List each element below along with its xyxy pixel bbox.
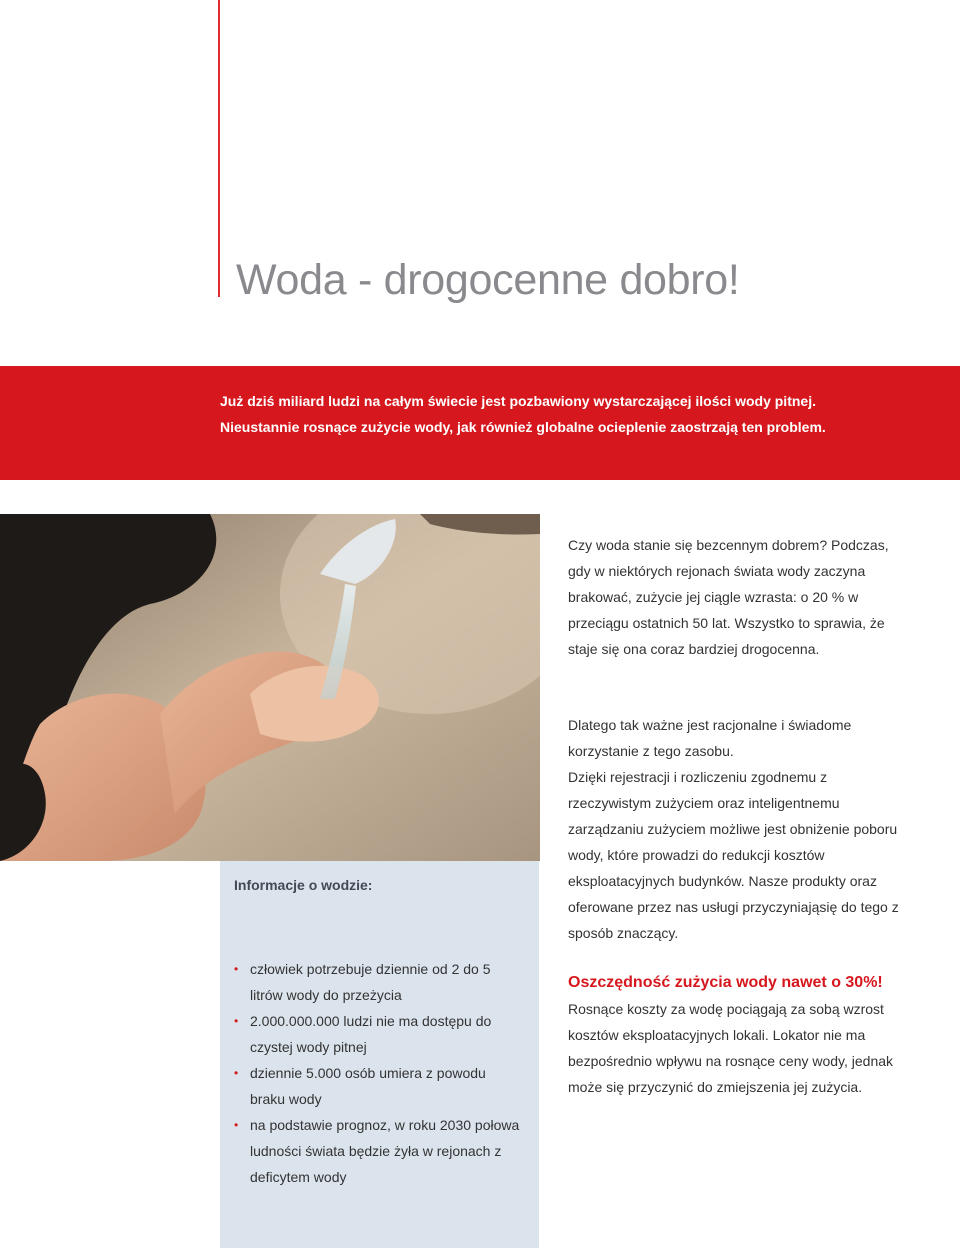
girl-drinking-water-photo <box>0 514 540 861</box>
water-facts-title: Informacje o wodzie: <box>234 877 373 893</box>
water-facts-list <box>234 956 524 1190</box>
photo-illustration <box>0 514 540 861</box>
bullet-icon: • <box>234 962 239 976</box>
list-item-text: dziennie 5.000 osób umiera z powodu braku wody <box>250 1065 486 1107</box>
right-paragraph-1 <box>568 532 908 662</box>
bullet-icon: • <box>234 1014 239 1028</box>
savings-heading: Oszczędność zużycia wody nawet o 30%! <box>568 974 883 991</box>
intro-line-2: Nieustannie rosnące zużycie wody, jak również globalne ocieplenie zaostrzają ten problem. <box>220 419 826 435</box>
list-item-text: 2.000.000.000 ludzi nie ma dostępu do czystej wody pitnej <box>250 1013 492 1055</box>
list-item <box>234 1060 524 1112</box>
right-paragraph-2 <box>568 712 908 946</box>
intro-text <box>220 388 940 440</box>
bullet-icon: • <box>234 1118 239 1132</box>
list-item-text: na podstawie prognoz, w roku 2030 połowa ludności świata będzie żyła w rejonach z deficytem wody <box>250 1117 520 1185</box>
list-item <box>234 1112 524 1190</box>
bullet-icon: • <box>234 1066 239 1080</box>
intro-line-1: Już dziś miliard ludzi na całym świecie jest pozbawiony wystarczającej ilości wody pitnej. <box>220 393 816 409</box>
paragraph-text: Czy woda stanie się bezcennym dobrem? Podczas, gdy w niektórych rejonach świata wody zaczyna brakować, zużycie jej ciągle wzrasta: o 20 % w przeciągu ostatnich 50 lat. Wszystko to sprawia, że staje się ona coraz bardziej drogocenna. <box>568 537 889 657</box>
paragraph-text: Dzięki rejestracji i rozliczeniu zgodnemu z rzeczywistym zużyciem oraz inteligentnemu zarządzaniu zużyciem możliwe jest obniżenie poboru wody, które prowadzi do redukcji kosztów eksploatacyjnych budynków. Nasze produkty oraz oferowane przez nas usługi przyczyniająsię do tego z sposób znaczący. <box>568 769 899 941</box>
list-item-text: człowiek potrzebuje dziennie od 2 do 5 litrów wody do przeżycia <box>250 961 491 1003</box>
paragraph-text: Dlatego tak ważne jest racjonalne i świadome korzystanie z tego zasobu. <box>568 717 852 759</box>
page-title: Woda - drogocenne dobro! <box>236 256 740 304</box>
water-facts-box <box>220 861 539 1248</box>
savings-section <box>568 970 908 1100</box>
intro-banner <box>0 366 960 480</box>
accent-vertical-line <box>218 0 220 297</box>
paragraph-text: Rosnące koszty za wodę pociągają za sobą wzrost kosztów eksploatacyjnych lokali. Lokator nie ma bezpośrednio wpływu na rosnące ceny wody, jednak może się przyczynić do zmiejszenia jej zużycia. <box>568 1001 894 1095</box>
list-item <box>234 1008 524 1060</box>
list-item <box>234 956 524 1008</box>
